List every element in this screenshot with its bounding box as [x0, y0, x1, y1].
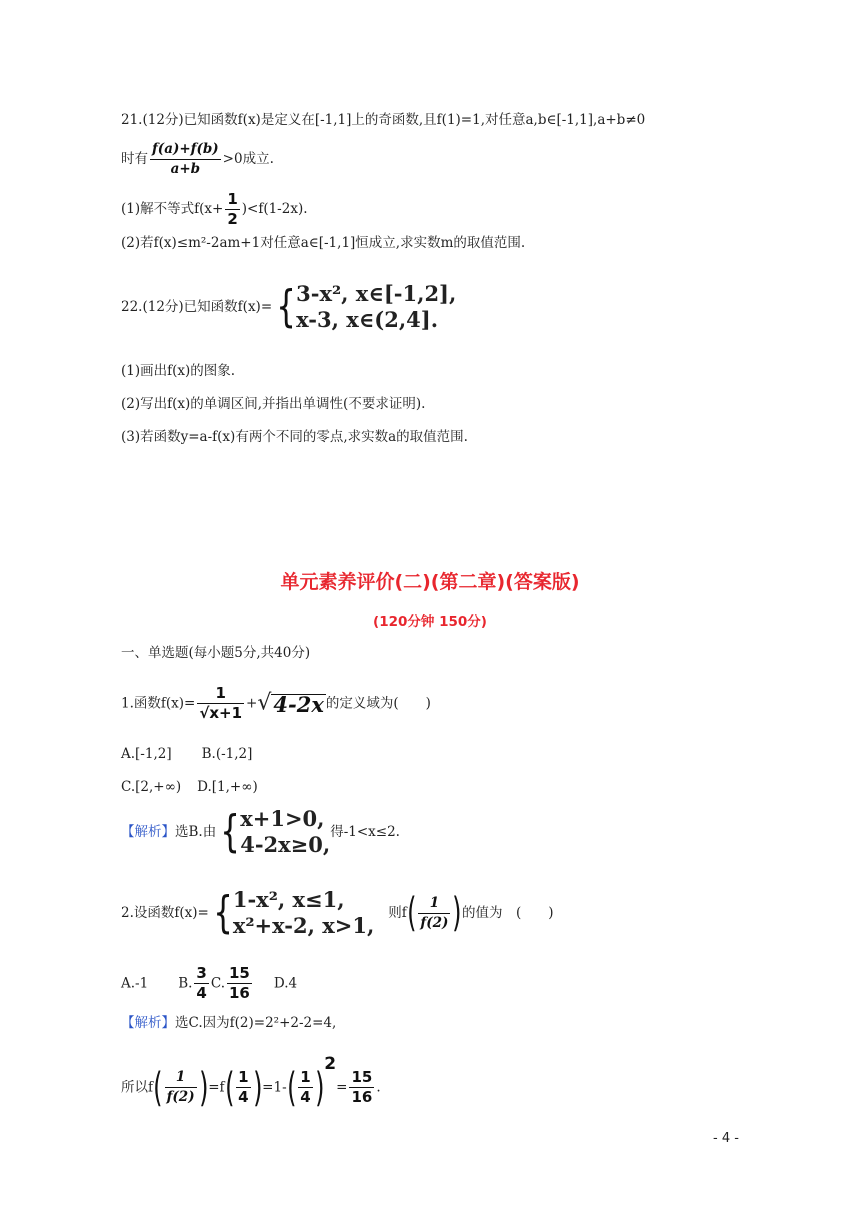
q2-option-b-num: 3: [196, 964, 207, 982]
q2-analysis: [121, 1014, 336, 1032]
q21-line2-prefix: 时有: [121, 151, 148, 167]
q1-case1: x+1>0,: [240, 806, 325, 831]
q2-c-eq2: =1-: [262, 1079, 287, 1096]
q2-option-c-prefix: C.: [210, 975, 225, 992]
q2-option-c-fraction: [227, 964, 252, 1003]
q21-part2: (2)若f(x)≤m²-2am+1对任意a∈[-1,1]恒成立,求实数m的取值范围.: [121, 235, 526, 251]
q22-definition: [121, 281, 456, 333]
q2-c-frac2: [236, 1068, 250, 1107]
q2-fraction: [418, 894, 450, 933]
q2-c-paren-close-1: ): [198, 1064, 209, 1111]
q2-suffix: 的值为 ( ): [462, 905, 554, 921]
q2-option-b-prefix: B.: [178, 975, 193, 992]
section-heading: 一、单选题(每小题5分,共40分): [121, 645, 311, 661]
q1-analysis-text: 选B.由: [175, 824, 217, 840]
q1-analysis-label: 【解析】: [121, 824, 175, 840]
q21-condition-fraction: [150, 140, 221, 179]
q21-part1-frac-den: 2: [227, 210, 238, 228]
q1-cases: [240, 806, 330, 858]
q22-part1: (1)画出f(x)的图象.: [121, 363, 236, 379]
q2-c-paren-close-2: ): [252, 1064, 263, 1111]
q2-left-brace: {: [213, 887, 233, 938]
q21-line2: [121, 140, 274, 179]
q2-c-frac2-den: 4: [238, 1088, 249, 1106]
q2-frac-num: 1: [418, 894, 450, 914]
q2-c-frac3-den: 4: [300, 1088, 311, 1106]
q2-case2: x²+x-2, x>1,: [232, 913, 375, 938]
q2-c-frac2-num: 1: [238, 1068, 249, 1086]
q1-frac-den: √x+1: [199, 704, 243, 722]
q2-then: 则f: [388, 905, 407, 921]
q22-cases: [296, 281, 456, 333]
q1-option-d: D.[1,+∞): [197, 779, 258, 795]
q2-c-frac1: [165, 1068, 197, 1107]
q2-stem: [121, 887, 554, 939]
q2-conclusion-prefix: 所以f: [121, 1079, 153, 1096]
q2-case1: 1-x², x≤1,: [232, 887, 345, 912]
q1-case2: 4-2x≥0,: [240, 832, 331, 857]
q21-frac-num: f(a)+f(b): [150, 140, 221, 160]
q22-part3: (3)若函数y=a-f(x)有两个不同的零点,求实数a的取值范围.: [121, 429, 468, 445]
q1-options-ab: [121, 745, 252, 763]
section-title: 单元素养评价(二)(第二章)(答案版): [280, 571, 580, 593]
q1-fraction: [197, 684, 244, 723]
q2-analysis-label: 【解析】: [121, 1015, 175, 1031]
q1-prefix: 1.函数f(x)=: [121, 695, 196, 712]
q1-analysis-end: 得-1<x≤2.: [330, 824, 400, 840]
q2-c-paren-open-1: (: [153, 1064, 163, 1111]
q22-case1: 3-x², x∈[-1,2],: [296, 281, 457, 306]
q21-part1-frac-num: 1: [227, 190, 238, 208]
q1-radical-sign: √: [257, 690, 272, 716]
q2-c-end: .: [376, 1079, 381, 1096]
q21-part1-prefix: (1)解不等式f(x+: [121, 201, 224, 217]
q2-c-eq3: =: [336, 1079, 348, 1096]
q2-c-frac1-den: f(2): [166, 1089, 195, 1105]
q21-line1: 21.(12分)已知函数f(x)是定义在[-1,1]上的奇函数,且f(1)=1,对任意a,b∈[-1,1],a+b≠0: [121, 112, 646, 128]
q2-option-c-num: 15: [229, 964, 250, 982]
q1-frac-num: 1: [197, 684, 244, 704]
q2-c-paren-open-2: (: [224, 1064, 235, 1111]
q2-cases: [233, 887, 374, 939]
q2-option-b-den: 4: [196, 984, 207, 1002]
q2-option-a: A.-1: [121, 975, 149, 992]
q1-analysis: [121, 806, 400, 858]
page-number: - 4 -: [713, 1131, 739, 1146]
q2-c-frac4-den: 16: [351, 1088, 373, 1106]
q2-prefix: 2.设函数f(x)=: [121, 905, 209, 921]
q2-options: [121, 964, 297, 1003]
q1-plus: +: [246, 695, 258, 712]
q2-c-eq1: =f: [208, 1079, 225, 1096]
q2-c-power: 2: [324, 1054, 337, 1074]
q2-option-d: D.4: [273, 975, 298, 992]
q21-line2-suffix: >0成立.: [222, 151, 274, 167]
q1-option-a: A.[-1,2]: [121, 746, 172, 762]
q21-part1: [121, 190, 308, 229]
q2-option-c-den: 16: [229, 984, 250, 1002]
q2-c-paren-open-3: (: [286, 1064, 297, 1111]
q21-frac-den: a+b: [170, 161, 201, 177]
q2-analysis-text: 选C.因为f(2)=2²+2-2=4,: [175, 1015, 337, 1031]
q21-part1-fraction: [225, 190, 239, 229]
q2-c-frac3-num: 1: [300, 1068, 311, 1086]
q2-c-frac4-num: 15: [351, 1068, 373, 1086]
q2-option-b-fraction: [194, 964, 208, 1003]
q1-sqrt-content: 4-2x: [273, 691, 324, 717]
q1-options-cd: [121, 778, 258, 796]
q2-c-frac1-num: 1: [165, 1068, 197, 1088]
q2-c-frac3: [298, 1068, 312, 1107]
q1-left-brace: {: [220, 806, 241, 857]
q22-case2: x-3, x∈(2,4].: [296, 307, 439, 332]
q2-conclusion: [121, 1054, 381, 1111]
q22-prefix: 22.(12分)已知函数f(x)=: [121, 299, 273, 315]
q2-left-paren: (: [406, 890, 417, 936]
q22-left-brace: {: [276, 281, 296, 332]
q1-suffix: 的定义域为( ): [325, 695, 431, 712]
q2-frac-den: f(2): [420, 914, 449, 931]
section-subtitle: (120分钟 150分): [373, 614, 487, 630]
q1-option-c: C.[2,+∞): [121, 779, 182, 795]
q2-right-paren: ): [452, 890, 462, 936]
q21-part1-suffix: )<f(1-2x).: [241, 201, 308, 217]
q1-stem: [121, 684, 431, 723]
q22-part2: (2)写出f(x)的单调区间,并指出单调性(不要求证明).: [121, 396, 426, 412]
q2-c-frac4: [349, 1068, 374, 1107]
q2-c-paren-close-3: ): [314, 1064, 325, 1111]
q1-option-b: B.(-1,2]: [201, 746, 253, 762]
